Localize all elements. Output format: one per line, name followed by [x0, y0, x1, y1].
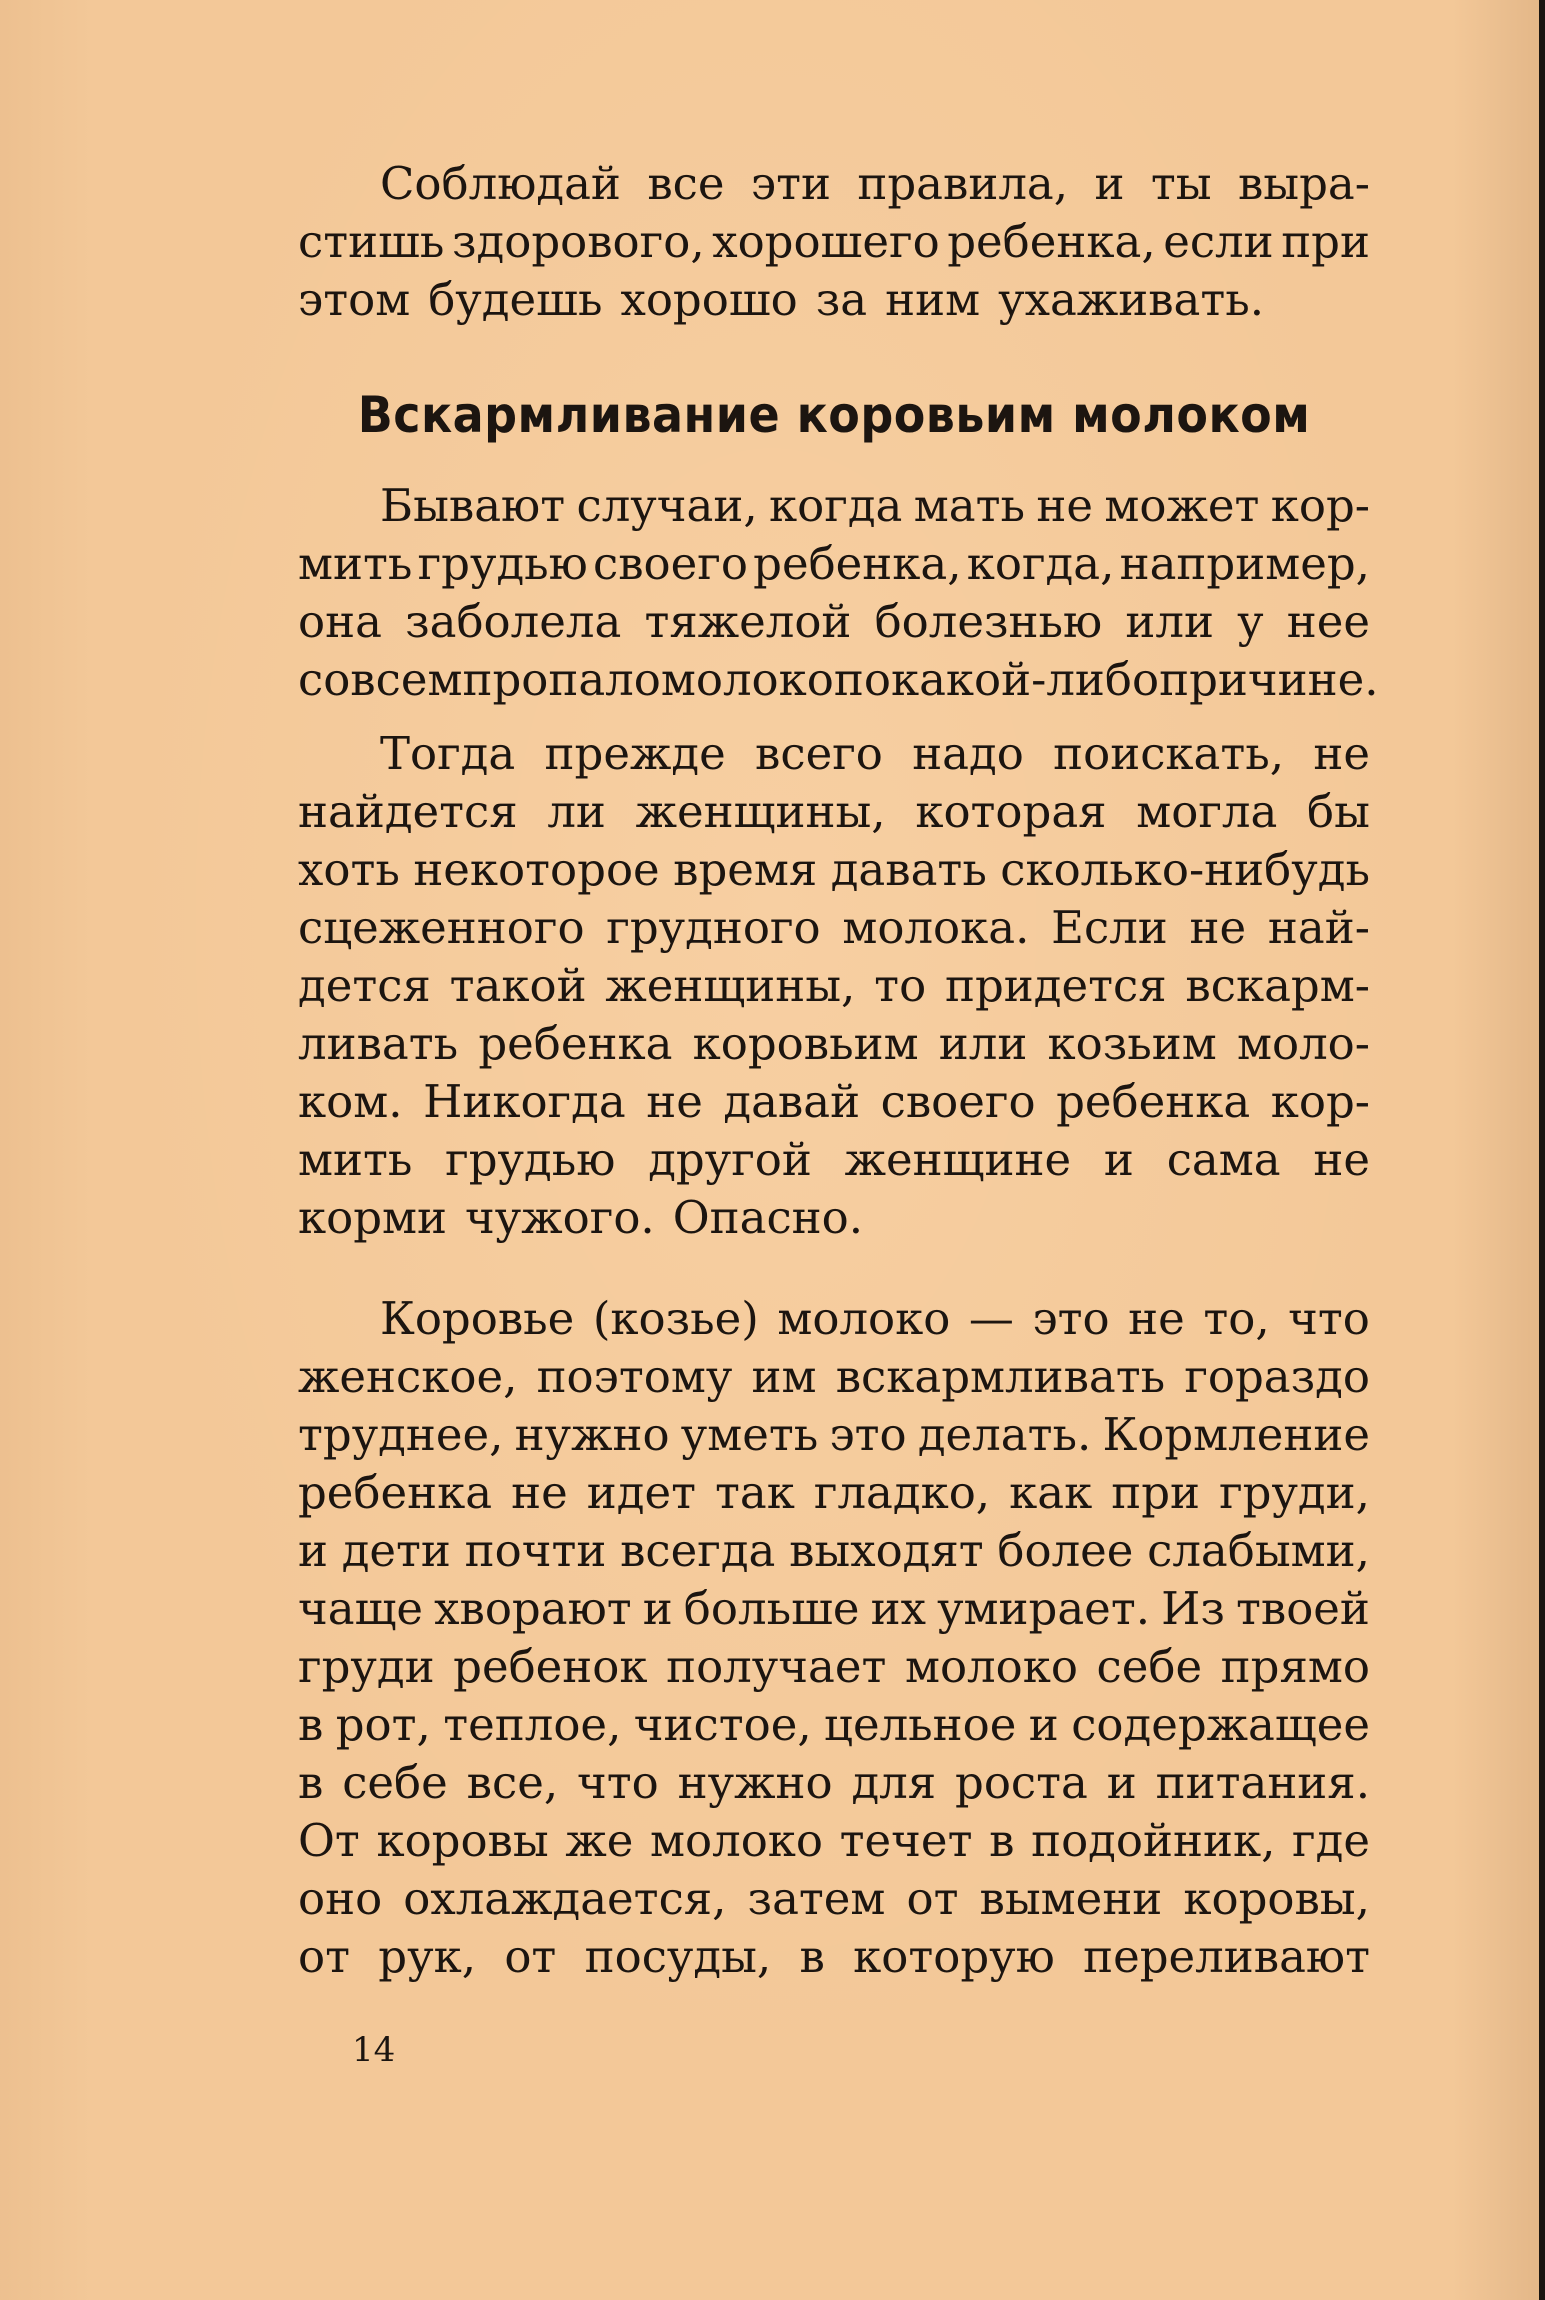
paragraph-cases — [298, 477, 1379, 709]
word: ребенка, — [947, 215, 1156, 268]
word: их — [870, 1582, 926, 1635]
word: слабыми, — [1147, 1524, 1370, 1577]
word: такой — [449, 959, 587, 1012]
word: женщине — [844, 1133, 1072, 1186]
text-line — [298, 535, 1370, 593]
word: им — [751, 1350, 817, 1403]
word: в — [298, 1698, 324, 1751]
word: это — [829, 1408, 907, 1461]
word: хворают — [434, 1582, 632, 1635]
word: молоко — [777, 1292, 951, 1345]
word: найдется — [298, 785, 518, 838]
word: не — [1128, 1292, 1185, 1345]
word: давать — [830, 843, 987, 896]
word: коровы, — [1183, 1872, 1370, 1925]
word: ребенок — [453, 1640, 648, 1693]
word: чаще — [298, 1582, 424, 1635]
word: затем — [747, 1872, 886, 1925]
word: женское, — [298, 1350, 518, 1403]
word: тяжелой — [644, 595, 852, 648]
word: переливают — [1083, 1930, 1370, 1983]
word: которая — [915, 785, 1107, 838]
word: женщины, — [605, 959, 856, 1012]
word: время — [673, 843, 818, 896]
word: эти — [750, 157, 831, 210]
word: ним — [885, 273, 981, 326]
word: некоторое — [413, 843, 660, 896]
word: не — [511, 1466, 568, 1519]
word: нее — [1286, 595, 1370, 648]
word: то, — [1203, 1292, 1270, 1345]
word: роста — [955, 1756, 1088, 1809]
word: не — [1189, 901, 1247, 954]
word: питания. — [1155, 1756, 1370, 1809]
word: ухаживать. — [998, 273, 1265, 326]
word: молоко — [660, 653, 834, 706]
word: ли — [547, 785, 606, 838]
page-edge-shadow — [1539, 0, 1545, 2300]
word: какой-либо — [890, 653, 1160, 706]
word: женщины, — [635, 785, 886, 838]
word: где — [1292, 1814, 1370, 1867]
word: — — [968, 1292, 1014, 1345]
word: это — [1032, 1292, 1110, 1345]
word: хорошего — [712, 215, 940, 268]
word: от — [298, 1930, 350, 1983]
word: не — [1036, 479, 1093, 532]
text-line — [298, 1928, 1370, 1986]
word: надо — [912, 727, 1024, 780]
text-line — [298, 1015, 1370, 1073]
word: или — [1125, 595, 1214, 648]
word: не — [646, 1075, 703, 1128]
word: уметь — [680, 1408, 819, 1461]
word: своего — [880, 1075, 1036, 1128]
word: все — [647, 157, 725, 210]
word: ребенка — [478, 1017, 673, 1070]
word: при — [1281, 215, 1370, 268]
word: нужно — [514, 1408, 670, 1461]
word: оно — [298, 1872, 383, 1925]
word: Кормление — [1102, 1408, 1370, 1461]
word: и — [1103, 1133, 1134, 1186]
text-line — [298, 155, 1370, 213]
word: мить — [298, 537, 413, 590]
text-line — [298, 725, 1370, 783]
word: при — [1111, 1466, 1201, 1519]
word: Коровье — [380, 1292, 575, 1345]
page-number: 14 — [352, 2030, 396, 2070]
word: Бывают — [380, 479, 566, 532]
word: случаи, — [576, 479, 758, 532]
word: своего — [593, 537, 748, 590]
word: например, — [1119, 537, 1370, 590]
text-line — [298, 783, 1370, 841]
word: рот, — [335, 1698, 431, 1751]
word: чистое, — [633, 1698, 812, 1751]
word: умирает. — [937, 1582, 1151, 1635]
word: что — [1288, 1292, 1370, 1345]
text-line — [298, 1131, 1370, 1189]
word: если — [1163, 215, 1274, 268]
word: ливать — [298, 1017, 459, 1070]
word: коровьим — [692, 1017, 919, 1070]
word: прежде — [544, 727, 726, 780]
word: заболела — [405, 595, 622, 648]
word: идет — [586, 1466, 696, 1519]
word: хорошо — [620, 273, 798, 326]
word: кор- — [1270, 479, 1370, 532]
text-line — [298, 1406, 1370, 1464]
word: не — [1313, 1133, 1370, 1186]
word: могла — [1136, 785, 1278, 838]
word: здорового, — [451, 215, 705, 268]
word: которую — [853, 1930, 1055, 1983]
text-line — [298, 1638, 1370, 1696]
word: Никогда — [423, 1075, 626, 1128]
word: ребенка — [1056, 1075, 1251, 1128]
word: то — [874, 959, 927, 1012]
word: Если — [1051, 901, 1168, 954]
word: когда — [769, 479, 903, 532]
word: От — [298, 1814, 360, 1867]
word: пропало — [462, 653, 661, 706]
text-line — [298, 477, 1370, 535]
paragraph-wet-nurse — [298, 725, 1370, 1247]
word: этом — [298, 273, 411, 326]
word: же — [565, 1814, 634, 1867]
word: придется — [944, 959, 1167, 1012]
word: или — [938, 1017, 1028, 1070]
text-line — [298, 1348, 1370, 1406]
word: будешь — [428, 273, 603, 326]
word: для — [851, 1756, 937, 1809]
word: мать — [913, 479, 1025, 532]
word: всего — [755, 727, 883, 780]
word: в — [799, 1930, 825, 1983]
word: в — [989, 1814, 1015, 1867]
word: сама — [1166, 1133, 1281, 1186]
word: поэтому — [536, 1350, 733, 1403]
word: охлаждается, — [403, 1872, 727, 1925]
word: твоей — [1235, 1582, 1370, 1635]
word: содержащее — [1071, 1698, 1370, 1751]
word: правила, — [857, 157, 1069, 210]
word: у — [1237, 595, 1264, 648]
text-line — [298, 841, 1370, 899]
word: гладко, — [813, 1466, 991, 1519]
text-line — [298, 1189, 1370, 1247]
word: коровы — [376, 1814, 549, 1867]
word: стишь — [298, 215, 445, 268]
text-line — [298, 1812, 1370, 1870]
text-line — [298, 651, 1379, 709]
word: может — [1104, 479, 1260, 532]
word: (козье) — [592, 1292, 759, 1345]
word: и — [1106, 1756, 1137, 1809]
word: грудного — [606, 901, 821, 954]
word: от — [504, 1930, 557, 1983]
text-line — [298, 1870, 1370, 1928]
word: бы — [1307, 785, 1370, 838]
section-heading: Вскармливание коровьим молоком — [357, 386, 1311, 444]
text-line — [298, 1696, 1370, 1754]
text-line — [298, 1580, 1370, 1638]
text-line — [298, 1754, 1370, 1812]
word: подойник, — [1031, 1814, 1276, 1867]
word: сколько-нибудь — [1000, 843, 1370, 896]
word: вскармливать — [835, 1350, 1166, 1403]
word: вскарм- — [1185, 959, 1370, 1012]
word: Соблюдай — [380, 157, 621, 210]
word: более — [997, 1524, 1134, 1577]
word: грудью — [417, 537, 588, 590]
word: так — [715, 1466, 795, 1519]
word: делать. — [917, 1408, 1092, 1461]
word: груди — [298, 1640, 435, 1693]
word: мить — [298, 1133, 413, 1186]
paragraph-intro — [298, 155, 1370, 329]
text-line — [298, 899, 1370, 957]
word: грудью — [445, 1133, 616, 1186]
word: вымени — [979, 1872, 1163, 1925]
word: цельное — [824, 1698, 1017, 1751]
word: ком. — [298, 1075, 403, 1128]
word: посуды, — [584, 1930, 772, 1983]
word: моло- — [1236, 1017, 1370, 1070]
word: сцеженного — [298, 901, 585, 954]
word: все, — [466, 1756, 559, 1809]
word: най- — [1267, 901, 1370, 954]
word: и — [298, 1524, 328, 1577]
word: выходят — [789, 1524, 984, 1577]
word: не — [1313, 727, 1370, 780]
word: и — [1028, 1698, 1059, 1751]
text-line — [298, 593, 1370, 651]
word: себе — [1096, 1640, 1203, 1693]
word: получает — [666, 1640, 887, 1693]
word: и — [1094, 157, 1125, 210]
word: гораздо — [1184, 1350, 1370, 1403]
word: рук, — [378, 1930, 477, 1983]
word: и — [642, 1582, 673, 1635]
text-line — [298, 271, 1370, 329]
word: за — [815, 273, 868, 326]
word: ребенка — [298, 1466, 493, 1519]
word: она — [298, 595, 382, 648]
word: ты — [1150, 157, 1212, 210]
word: когда, — [966, 537, 1115, 590]
text-line — [298, 213, 1370, 271]
word: по — [833, 653, 891, 706]
word: молоко — [904, 1640, 1078, 1693]
word: прямо — [1220, 1640, 1370, 1693]
text-line — [298, 1073, 1370, 1131]
word: дется — [298, 959, 431, 1012]
word: хоть — [298, 843, 400, 896]
word: течет — [839, 1814, 973, 1867]
word: Тогда — [380, 727, 516, 780]
word: другой — [648, 1133, 812, 1186]
word: выра- — [1237, 157, 1370, 210]
paragraph-cow-milk — [298, 1290, 1370, 1986]
word: теплое, — [443, 1698, 622, 1751]
word: груди, — [1219, 1466, 1370, 1519]
text-line — [298, 957, 1370, 1015]
word: ребенка, — [753, 537, 962, 590]
word: совсем — [298, 653, 463, 706]
word: причине. — [1159, 653, 1379, 706]
word: от — [906, 1872, 959, 1925]
word: Из — [1161, 1582, 1225, 1635]
word: в — [298, 1756, 324, 1809]
word: болезнью — [874, 595, 1103, 648]
word: всегда — [620, 1524, 776, 1577]
word: козьим — [1047, 1017, 1217, 1070]
word: что — [577, 1756, 659, 1809]
word: давай — [723, 1075, 861, 1128]
text-line — [298, 1290, 1370, 1348]
word: труднее, — [298, 1408, 504, 1461]
word: поискать, — [1053, 727, 1285, 780]
word: Опасно. — [672, 1191, 864, 1244]
word: больше — [683, 1582, 860, 1635]
word: как — [1009, 1466, 1093, 1519]
text-line — [298, 1522, 1370, 1580]
word: себе — [342, 1756, 448, 1809]
word: чужого. — [465, 1191, 655, 1244]
text-line — [298, 1464, 1370, 1522]
word: молока. — [842, 901, 1030, 954]
word: корми — [298, 1191, 448, 1244]
word: почти — [464, 1524, 607, 1577]
word: кор- — [1270, 1075, 1370, 1128]
word: дети — [341, 1524, 451, 1577]
word: молоко — [650, 1814, 824, 1867]
word: нужно — [677, 1756, 833, 1809]
